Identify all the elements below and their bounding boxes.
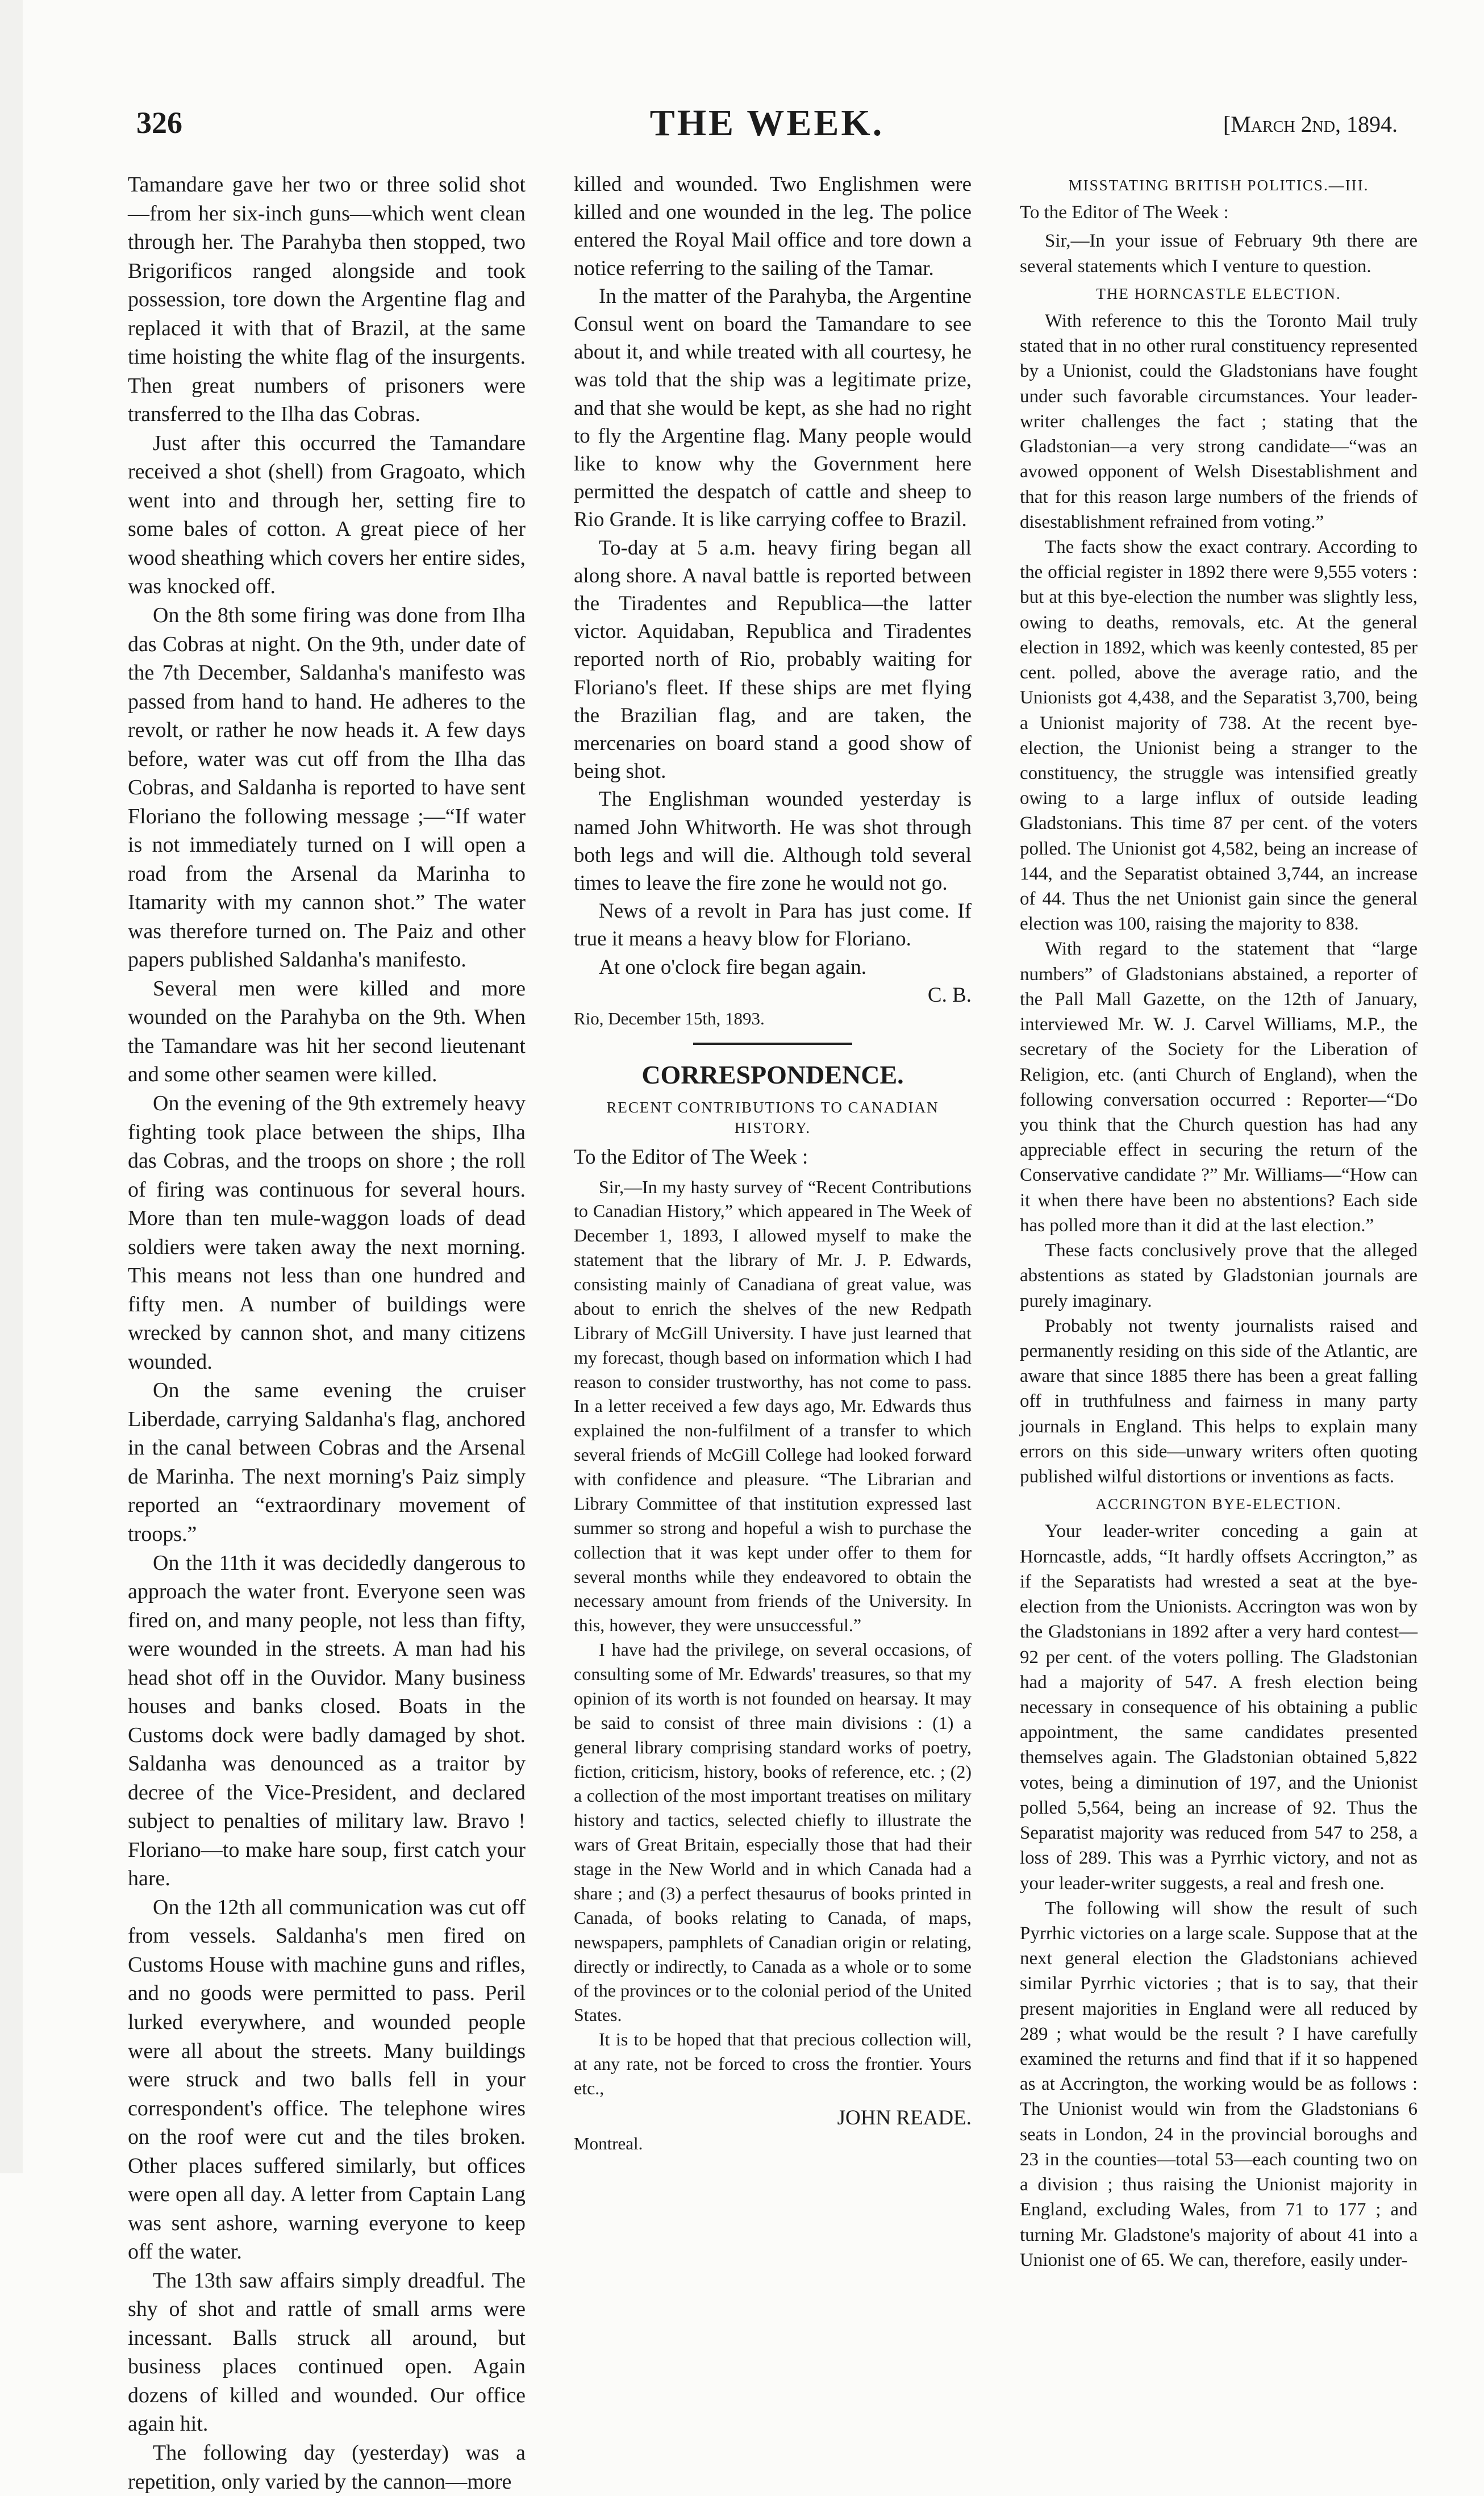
salutation: To the Editor of The Week : bbox=[574, 1145, 808, 1169]
column-1 bbox=[128, 170, 526, 2496]
paragraph: In the matter of the Parahyba, the Argentine Consul went on board the Tamandare to see about it, and while treated with all courtesy, he was told that the ship was a legitimate prize, and that she would be kept, as she had no right to fly the Argentine flag. Many people would like to know why the Government here permitted the despatch of cattle and sheep to Rio Grande. It is like carrying coffee to Brazil. bbox=[574, 284, 972, 532]
paragraph: The facts show the exact contrary. According to the official register in 1892 there were 9,555 voters : but at this bye-election the number was slightly less, owing to deaths, removals, etc. At the general election in 1892, which was keenly contested, 85 per cent. polled, above the average ratio, and the Unionists got 4,438, and the Separatist 3,700, being a Unionist majority of 738. At the recent bye-election, the Unionist being a stranger to the constituency, the struggle was intensified greatly owing to a large influx of outside leading Gladstonians. This time 87 per cent. of the voters polled. The Unionist got 4,582, being an increase of 144, and the Separatist obtained 3,744, an increase of 44. Thus the net Unionist gain since the general election was 100, raising the majority to 838. bbox=[1020, 536, 1418, 935]
paragraph: Sir,—In your issue of February 9th there are several statements which I venture to question. bbox=[1020, 231, 1418, 277]
issue-date: [March 2nd, 1894. bbox=[1223, 111, 1398, 137]
paragraph: Your leader-writer conceding a gain at Horncastle, adds, “It hardly offsets Accrington,” as if the Separatists had wrested a seat at the bye-election from the Unionists. Accrington was won by the Gladstonians in 1892 after a very hard contest—92 per cent. of the voters polling. The Gladstonian had a majority of 547. A fresh election being necessary in consequence of his obtaining a public appointment, the same candidates presented themselves again. The Gladstonian obtained 5,822 votes, being a diminution of 197, and the Unionist polled 5,564, being an increase of 92. Thus the Separatist majority was reduced from 547 to 258, a loss of 289. This was a Pyrrhic victory, and not as your leader-writer suggests, a real and fresh one. bbox=[1020, 1521, 1418, 1894]
column-3 bbox=[1020, 170, 1418, 2273]
paragraph: On the same evening the cruiser Liberdade, carrying Saldanha's flag, anchored in the canal between Cobras and the Arsenal de Marinha. The next morning's Paiz simply reported an “extraordinary movement of troops.” bbox=[128, 1378, 526, 1546]
paragraph: With regard to the statement that “large numbers” of Gladstonians abstained, a reporter of the Pall Mall Gazette, on the 12th of January, interviewed Mr. W. J. Carvel Williams, M.P., the secretary of the Society for the Liberation of Religion, etc. (anti Church of England), when the following conversation occurred : Reporter—“Do you think that the Church question has had any appreciable effect in securing the return of the Conservative candidate ?” Mr. Williams—“How can it when there have been no abstentions? Each side has polled more than it did at the last election.” bbox=[1020, 939, 1418, 1236]
letter-body bbox=[574, 1175, 972, 2101]
section-heading: THE HORNCASTLE ELECTION. bbox=[1096, 285, 1341, 302]
paragraph: On the 11th it was decidedly dangerous to approach the water front. Everyone seen was fired on, and many people, not less than fifty, were wounded in the streets. A man had his head shot off in the Ouvidor. Many business houses and banks closed. Boats in the Customs dock were badly damaged by shot. Saldanha was denounced as a traitor by decree of the Vice-President, and declared subject to penalties of military law. Bravo ! Floriano—to make hare soup, first catch your hare. bbox=[128, 1551, 526, 1891]
newspaper-title: THE WEEK. bbox=[649, 102, 885, 144]
letter-title: RECENT CONTRIBUTIONS TO CANADIAN HISTORY. bbox=[606, 1099, 939, 1137]
paragraph: On the evening of the 9th extremely heavy fighting took place between the ships, Ilha das Cobras, and the troops on shore ; the roll of firing was continuous for several hours. More than ten mule-waggon loads of dead soldiers were taken away the next morning. This means not less than one hundred and fifty men. A number of buildings were wrecked by cannon shot, and many citizens wounded. bbox=[128, 1091, 526, 1374]
paragraph: The 13th saw affairs simply dreadful. The shy of shot and rattle of small arms were incessant. Balls struck all around, but business places continued open. Again dozens of killed and wounded. Our office again hit. bbox=[128, 2268, 526, 2436]
salutation: To the Editor of The Week : bbox=[1020, 202, 1229, 223]
paragraph: Tamandare gave her two or three solid shot —from her six-inch guns—which went clean through her. The Parahyba then stopped, two Brigorificos ranged alongside and took possession, tore down the Argentine flag and replaced it with that of Brazil, at the same time hoisting the white flag of the insurgents. Then great numbers of prisoners were transferred to the Ilha das Cobras. bbox=[128, 173, 526, 427]
section-heading: CORRESPONDENCE. bbox=[641, 1060, 904, 1090]
paragraph: Sir,—In my hasty survey of “Recent Contributions to Canadian History,” which appeared in The Week of December 1, 1893, I allowed myself to make the statement that the library of Mr. J. P. Edwards, consisting mainly of Canadiana of great value, was about to enrich the shelves of the new Redpath Library of McGill University. I have just learned that my forecast, though based on information which I had reason to consider trustworthy, has not come to pass. In a letter received a few days ago, Mr. Edwards thus explained the non-fulfilment of a transfer to which several friends of McGill College had looked forward with confidence and pleasure. “The Librarian and Library Committee of that institution expressed last summer so strong and hopeful a wish to purchase the collection that it was kept under offer to them for several months while they endeavored to obtain the necessary amount from friends of the University. In this, however, they were unsuccessful.” bbox=[574, 1176, 972, 1636]
signature: JOHN READE. bbox=[837, 2106, 972, 2130]
paragraph: It is to be hoped that that precious collection will, at any rate, not be forced to cross the frontier. Yours etc., bbox=[574, 2029, 972, 2098]
paragraph: Several men were killed and more wounded on the Parahyba on the 9th. When the Tamandare was hit her second lieutenant and some other seamen were killed. bbox=[128, 976, 526, 1087]
column-2 bbox=[574, 170, 972, 2155]
page-number: 326 bbox=[136, 106, 182, 140]
place: Montreal. bbox=[574, 2133, 643, 2153]
paragraph: Just after this occurred the Tamandare received a shot (shell) from Gragoato, which went into and through her, setting fire to some bales of cotton. A great piece of her wood sheathing which covers her entire sides, was knocked off. bbox=[128, 431, 526, 599]
section-separator bbox=[693, 1043, 852, 1045]
paragraph: News of a revolt in Para has just come. If true it means a heavy blow for Floriano. bbox=[574, 899, 972, 951]
paragraph: Probably not twenty journalists raised and permanently residing on this side of the Atlantic, are aware that since 1885 there has been a great falling off in truthfulness and fairness in many party journals in England. This helps to explain many errors on this side—unwary writers often quoting published wilful distortions or inventions as facts. bbox=[1020, 1315, 1418, 1487]
paragraph: The Englishman wounded yesterday is named John Whitworth. He was shot through both legs and will die. Although told several times to leave the fire zone he would not go. bbox=[574, 787, 972, 895]
letter-title: MISSTATING BRITISH POLITICS.—III. bbox=[1068, 177, 1369, 194]
paragraph: These facts conclusively prove that the alleged abstentions as stated by Gladstonian journals are purely imaginary. bbox=[1020, 1240, 1418, 1311]
section-heading: ACCRINGTON BYE-ELECTION. bbox=[1095, 1495, 1342, 1513]
paragraph: The following day (yesterday) was a repetition, only varied by the cannon—more bbox=[128, 2440, 526, 2494]
paragraph: On the 8th some firing was done from Ilha das Cobras at night. On the 9th, under date of the 7th December, Saldanha's manifesto was passed from hand to hand. He adheres to the revolt, or rather he now heads it. A few days before, water was cut off from the Ilha das Cobras, and Saldanha is reported to have sent Floriano the following message ;—“If water is not immediately turned on I will open a road from the Arsenal da Marinha to Itamarity with my cannon shot.” The water was therefore turned on. The Paiz and other papers published Saldanha's manifesto. bbox=[128, 603, 526, 972]
paragraph: On the 12th all communication was cut off from vessels. Saldanha's men fired on Customs House with machine guns and rifles, and no goods were permitted to pass. Peril lurked everywhere, and wounded people were all about the streets. Many buildings were struck and two balls fell in your correspondent's office. The telephone wires on the roof were cut and the tiles broken. Other places suffered similarly, but offices were open all day. A letter from Captain Lang was sent ashore, warning everyone to keep off the water. bbox=[128, 1895, 526, 2264]
dateline: Rio, December 15th, 1893. bbox=[574, 1009, 765, 1029]
paragraph: At one o'clock fire began again. bbox=[599, 955, 867, 979]
paragraph: To-day at 5 a.m. heavy firing began all along shore. A naval battle is reported between the Tiradentes and Republica—the latter victor. Aquidaban, Republica and Tiradentes reported north of Rio, probably waiting for Floriano's fleet. If these ships are met flying the Brazilian flag, and are taken, the mercenaries on board stand a good show of being shot. bbox=[574, 536, 972, 784]
paragraph: The following will show the result of such Pyrrhic victories on a large scale. Suppose that at the next general election the Gladstonians achieved similar Pyrrhic victories ; that is to say, that their present majorities in England were all reduced by 289 ; what would be the result ? I have carefully examined the returns and find that if it so happened as at Accrington, the working would be as follows : The Unionist would win from the Gladstonians 6 seats in London, 24 in the provincial boroughs and 23 in the counties—total 53—each counting two on a division ; thus raising the Unionist majority in England, excluding Wales, from 71 to 177 ; and turning Mr. Gladstone's majority of about 41 into a Unionist one of 65. We can, therefore, easily under- bbox=[1020, 1898, 1418, 2270]
paragraph: killed and wounded. Two Englishmen were killed and one wounded in the leg. The police entered the Royal Mail office and tore down a notice referring to the sailing of the Tamar. bbox=[574, 173, 972, 280]
sign-initials: C. B. bbox=[927, 983, 972, 1007]
page-header bbox=[136, 102, 1398, 151]
page-edge bbox=[0, 0, 23, 2173]
paragraph: I have had the privilege, on several occasions, of consulting some of Mr. Edwards' treasures, so that my opinion of its worth is not founded on hearsay. It may be said to consist of three main divisions : (1) a general library comprising standard works of poetry, fiction, criticism, history, books of reference, etc. ; (2) a collection of the most important treatises on military history and tactics, selected chiefly to illustrate the wars of Great Britain, especially those that had their stage in the New World and in which Canada had a share ; and (3) a perfect thesaurus of books printed in Canada, of books relating to Canada, of maps, newspapers, pamphlets of Canadian origin or relating, directly or indirectly, to Canada as a whole or to some of the provinces or to the colonial period of the United States. bbox=[574, 1639, 972, 2026]
paragraph: With reference to this the Toronto Mail truly stated that in no other rural constituency represented by a Unionist, could the Gladstonians have fought under such favorable circumstances. Your leader-writer challenges the fact ; stating that the Gladstonian—a very strong candidate—“was an avowed opponent of Welsh Disestablishment and that for this reason large numbers of the friends of disestablishment refrained from voting.” bbox=[1020, 311, 1418, 532]
